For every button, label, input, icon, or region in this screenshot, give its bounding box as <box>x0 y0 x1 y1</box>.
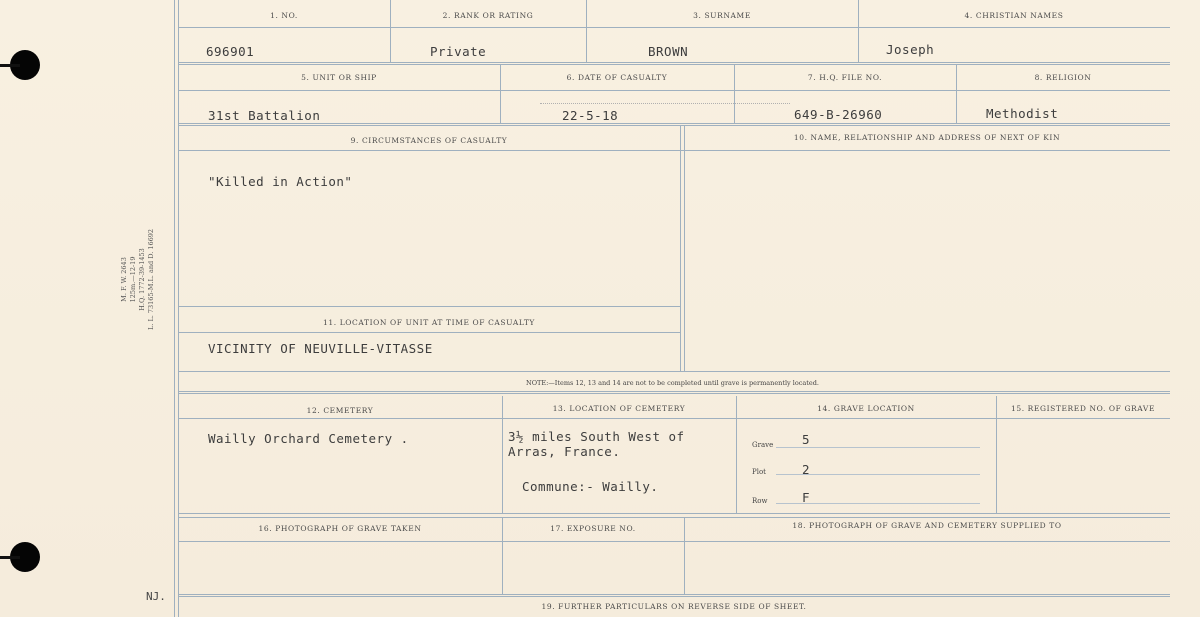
note-bottom-rule <box>178 391 1170 394</box>
side-print-line3: H.Q. 1772-39-1453 <box>138 248 146 311</box>
side-print-line4: L. L. 73165-M.L. and D. 16692 <box>147 228 155 330</box>
value-location-unit: VICINITY OF NEUVILLE-VITASSE <box>208 341 433 356</box>
header-date: 6. DATE OF CASUALTY <box>566 73 668 82</box>
row4-divider-1 <box>502 396 503 514</box>
punch-hole-bottom-line <box>0 556 20 559</box>
circumstances-bottom-rule <box>178 306 680 307</box>
header-rank: 2. RANK OR RATING <box>442 11 534 20</box>
plot-label: Plot <box>752 468 766 476</box>
value-no: 696901 <box>206 44 255 59</box>
header-religion: 8. RELIGION <box>1034 73 1092 82</box>
row1-bottom-rule <box>178 62 1170 65</box>
header-no: 1. NO. <box>270 11 298 20</box>
value-surname: BROWN <box>648 44 689 59</box>
footer-further-particulars: 19. FURTHER PARTICULARS ON REVERSE SIDE OF SHEET. <box>541 602 807 611</box>
header-photo-supplied: 18. PHOTOGRAPH OF GRAVE AND CEMETERY SUPPLIED TO <box>792 521 1062 530</box>
side-print-line2: 125m.—12-19 <box>129 256 137 303</box>
header-photo-taken: 16. PHOTOGRAPH OF GRAVE TAKEN <box>258 524 422 533</box>
value-christian-names: Joseph <box>886 42 935 57</box>
value-circumstances: "Killed in Action" <box>208 174 353 189</box>
side-print <box>120 229 156 330</box>
header-registered-no: 15. REGISTERED NO. OF GRAVE <box>1010 404 1156 413</box>
value-date: 22-5-18 <box>562 108 619 123</box>
value-religion: Methodist <box>986 106 1059 121</box>
date-dotted-line <box>540 103 790 104</box>
corner-mark: NJ. <box>146 590 166 603</box>
grave-rule <box>776 447 980 448</box>
header-exposure: 17. EXPOSURE NO. <box>550 524 636 533</box>
value-hq-file: 649-B-26960 <box>794 107 883 122</box>
value-cemetery: Wailly Orchard Cemetery . <box>208 431 409 446</box>
header-hq-file: 7. H.Q. FILE NO. <box>807 73 883 82</box>
value-unit: 31st Battalion <box>208 108 321 123</box>
header-cemetery: 12. CEMETERY <box>306 406 374 415</box>
value-grave: 5 <box>802 432 811 447</box>
left-margin-rule <box>174 0 175 617</box>
row3-divider-b <box>684 126 685 372</box>
row4-bottom-rule <box>178 513 1170 514</box>
header-grave-location: 14. GRAVE LOCATION <box>817 404 915 413</box>
location-unit-header-rule <box>178 332 680 333</box>
row3-divider <box>680 126 681 372</box>
row3-bottom-rule <box>178 371 1170 372</box>
row1-divider-2 <box>586 0 587 62</box>
row1-divider-3 <box>858 0 859 62</box>
value-row: F <box>802 490 811 505</box>
row1-divider-1 <box>390 0 391 62</box>
row2-mid-rule <box>178 90 1170 91</box>
row5-bottom-rule <box>178 594 1170 597</box>
row4-divider-2 <box>736 396 737 514</box>
value-plot: 2 <box>802 462 811 477</box>
header-christian-names: 4. CHRISTIAN NAMES <box>964 11 1064 20</box>
punch-hole-top-line <box>0 64 20 67</box>
value-location-cemetery-2: Arras, France. <box>508 444 621 459</box>
side-print-line1: M. F. W. 2643 <box>120 257 128 302</box>
header-circumstances: 9. CIRCUMSTANCES OF CASUALTY <box>350 136 508 145</box>
grave-label: Grave <box>752 441 774 449</box>
row3-header-rule <box>178 150 1170 151</box>
value-commune: Commune:- Wailly. <box>522 479 659 494</box>
row4-header-rule <box>178 418 1170 419</box>
header-surname: 3. SURNAME <box>693 11 751 20</box>
row5-header-rule <box>178 541 1170 542</box>
note-text: NOTE:—Items 12, 13 and 14 are not to be completed until grave is permanently located. <box>526 379 819 387</box>
header-location-cemetery: 13. LOCATION OF CEMETERY <box>552 404 686 413</box>
row1-top-rule <box>178 27 1170 28</box>
header-unit: 5. UNIT OR SHIP <box>301 73 377 82</box>
row4-divider-3 <box>996 396 997 514</box>
header-location-unit: 11. LOCATION OF UNIT AT TIME OF CASUALTY <box>323 318 535 327</box>
row5-top-rule <box>178 517 1170 518</box>
value-location-cemetery-1: 3½ miles South West of <box>508 429 685 444</box>
header-next-of-kin: 10. NAME, RELATIONSHIP AND ADDRESS OF NEXT OF KIN <box>793 133 1061 142</box>
row2-bottom-rule <box>178 123 1170 126</box>
value-rank: Private <box>430 44 487 59</box>
row-label: Row <box>752 497 768 505</box>
